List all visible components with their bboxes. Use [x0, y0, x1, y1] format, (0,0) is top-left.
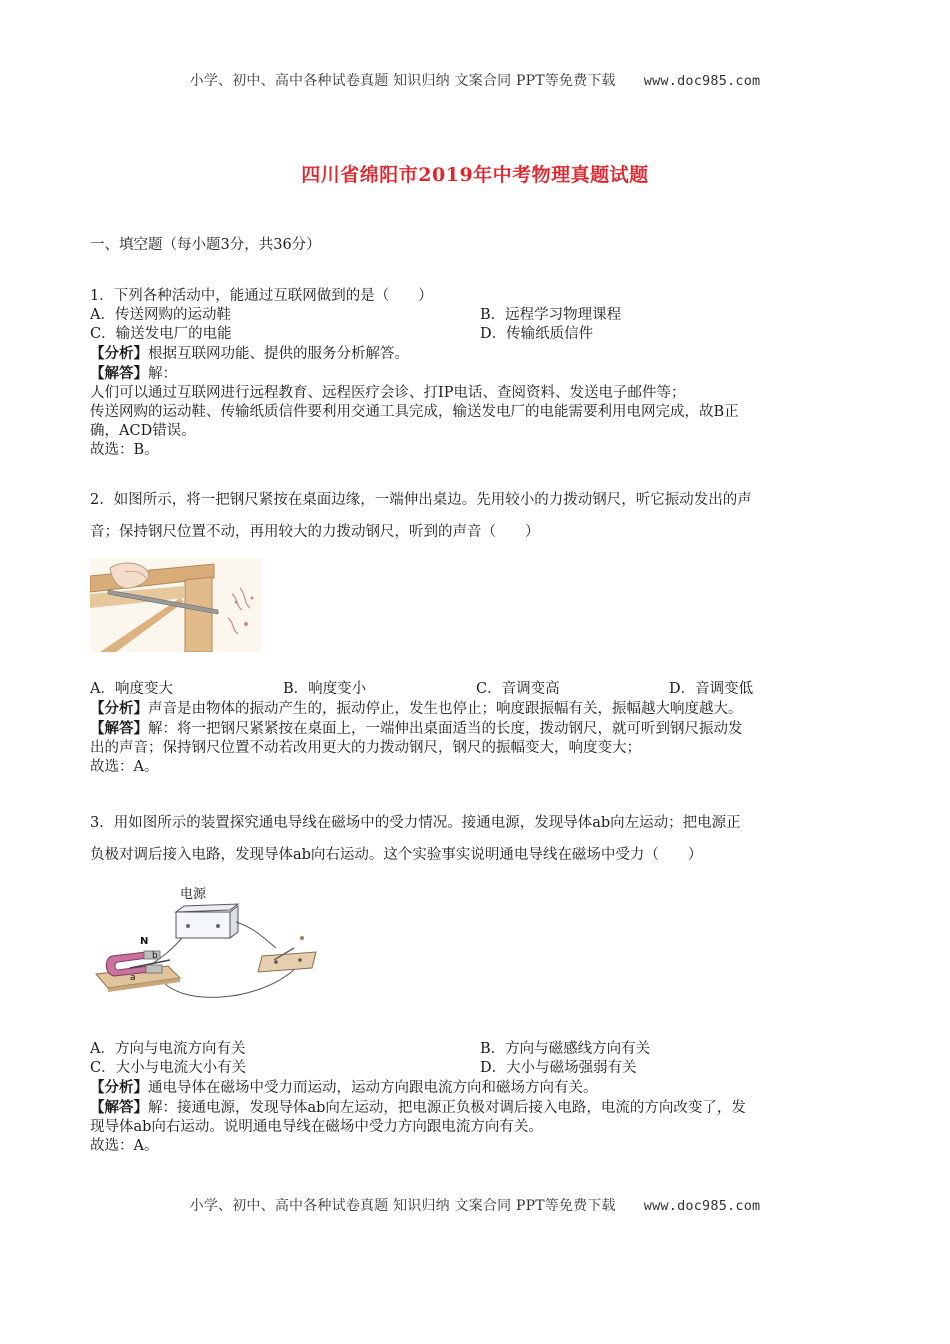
q3-option-c: C．大小与电流大小有关: [90, 1060, 247, 1076]
q1-answer-line-1: 人们可以通过互联网进行远程教育、远程医疗会诊、打IP电话、查阅资料、发送电子邮件等；: [90, 385, 686, 401]
q2-analysis-text: 声音是由物体的振动产生的，振动停止，发生也停止；响度跟振幅有关，振幅越大响度越大。: [148, 701, 743, 717]
q3-answer-line-2: 现导体ab向右运动。说明通电导线在磁场中受力方向跟电流方向有关。: [90, 1119, 543, 1135]
page-title: 四川省绵阳市2019年中考物理真题试题: [301, 164, 649, 186]
fig-label-n: N: [140, 936, 149, 947]
page-header: [0, 70, 950, 90]
q2-answer-line-1: [90, 719, 860, 739]
q3-option-a: A．方向与电流方向有关: [90, 1041, 246, 1057]
q2-answer-line-2: 出的声音；保持钢尺位置不动若改用更大的力拨动钢尺，钢尺的振幅变大，响度变大；: [90, 740, 641, 756]
fig-label-power-source: 电源: [180, 887, 207, 902]
fig-label-a: a: [130, 973, 136, 983]
question-2-stem: [90, 484, 860, 548]
q1-option-d: D．传输纸质信件: [480, 326, 594, 342]
section-title: 一、填空题（每小题3分，共36分）: [90, 237, 321, 253]
q2-analysis-label: 【分析】: [90, 700, 148, 717]
power-source-magnet-figure: [90, 882, 322, 1014]
q3-answer-label: 【解答】: [90, 1099, 148, 1116]
q1-option-a: A．传送网购的运动鞋: [90, 307, 231, 323]
q1-choice: 故选：B。: [90, 442, 159, 458]
q1-option-c: C．输送发电厂的电能: [90, 326, 232, 342]
footer-text: 小学、初中、高中各种试卷真题 知识归纳 文案合同 PPT等免费下载: [189, 1198, 616, 1214]
q3-answer-text-1: 解：接通电源，发现导体ab向左运动，把电源正负极对调后接入电路，电流的方向改变了，发: [148, 1100, 746, 1116]
q1-analysis-label: 【分析】: [90, 345, 148, 362]
q1-options-row-1: [90, 306, 860, 325]
q1-option-b: B．远程学习物理课程: [480, 307, 622, 323]
q2-options-row: [90, 680, 860, 699]
q3-analysis: [90, 1078, 860, 1098]
fig-label-b: b: [152, 951, 158, 961]
q2-answer-text-1: 解：将一把钢尺紧紧按在桌面上，一端伸出桌面适当的长度，拨动钢尺，就可听到钢尺振动发: [148, 721, 743, 737]
question-3-stem: [90, 807, 860, 871]
q3-stem-line-2: 负极对调后接入电路，发现导体ab向右运动。这个实验事实说明通电导线在磁场中受力（ ）: [90, 847, 703, 863]
q1-analysis: [90, 344, 860, 364]
q3-stem-line-1: 3．用如图所示的装置探究通电导线在磁场中的受力情况。接通电源，发现导体ab向左运动；把电源正: [90, 815, 741, 831]
page-footer: [0, 1195, 950, 1215]
footer-url[interactable]: www.doc985.com: [643, 1198, 761, 1214]
q2-option-c: C．音调变高: [476, 681, 560, 697]
q1-answer-intro: 解：: [148, 366, 177, 382]
question-2: [90, 680, 860, 777]
q1-answer-label: 【解答】: [90, 365, 148, 382]
q1-answer-line-3: 确，ACD错误。: [90, 423, 196, 439]
q2-stem-line-1: 2．如图所示，将一把钢尺紧按在桌面边缘，一端伸出桌边。先用较小的力拨动钢尺，听它振动发出的声: [90, 492, 752, 508]
q2-analysis: [90, 699, 860, 719]
q3-choice: 故选：A。: [90, 1138, 159, 1154]
q2-stem-line-2: 音；保持钢尺位置不动，再用较大的力拨动钢尺，听到的声音（ ）: [90, 524, 540, 540]
q1-answer-line-2: 传送网购的运动鞋、传输纸质信件要利用交通工具完成，输送发电厂的电能需要利用电网完成，故B正: [90, 404, 739, 420]
q3-options-row-1: [90, 1040, 860, 1059]
q1-analysis-text: 根据互联网功能、提供的服务分析解答。: [148, 346, 409, 362]
q3-analysis-text: 通电导体在磁场中受力而运动，运动方向跟电流方向和磁场方向有关。: [148, 1080, 598, 1096]
ruler-on-desk-figure: [90, 558, 262, 652]
q2-choice: 故选：A。: [90, 759, 159, 775]
q3-answer-line-1: [90, 1098, 860, 1118]
header-text: 小学、初中、高中各种试卷真题 知识归纳 文案合同 PPT等免费下载: [189, 73, 616, 89]
q1-stem: 1．下列各种活动中，能通过互联网做到的是（ ）: [90, 288, 433, 304]
q2-answer-label: 【解答】: [90, 720, 148, 737]
q3-option-b: B．方向与磁感线方向有关: [480, 1041, 651, 1057]
q3-option-d: D．大小与磁场强弱有关: [480, 1060, 637, 1076]
q3-analysis-label: 【分析】: [90, 1079, 148, 1096]
header-url[interactable]: www.doc985.com: [643, 73, 761, 89]
q3-options-row-2: [90, 1059, 860, 1078]
question-1: [90, 287, 860, 460]
q2-option-b: B．响度变小: [283, 681, 367, 697]
q2-option-a: A．响度变大: [90, 681, 173, 697]
q2-option-d: D．音调变低: [669, 681, 754, 697]
q1-options-row-2: [90, 325, 860, 344]
q1-answer-header: [90, 364, 860, 384]
question-3: [90, 1040, 860, 1156]
